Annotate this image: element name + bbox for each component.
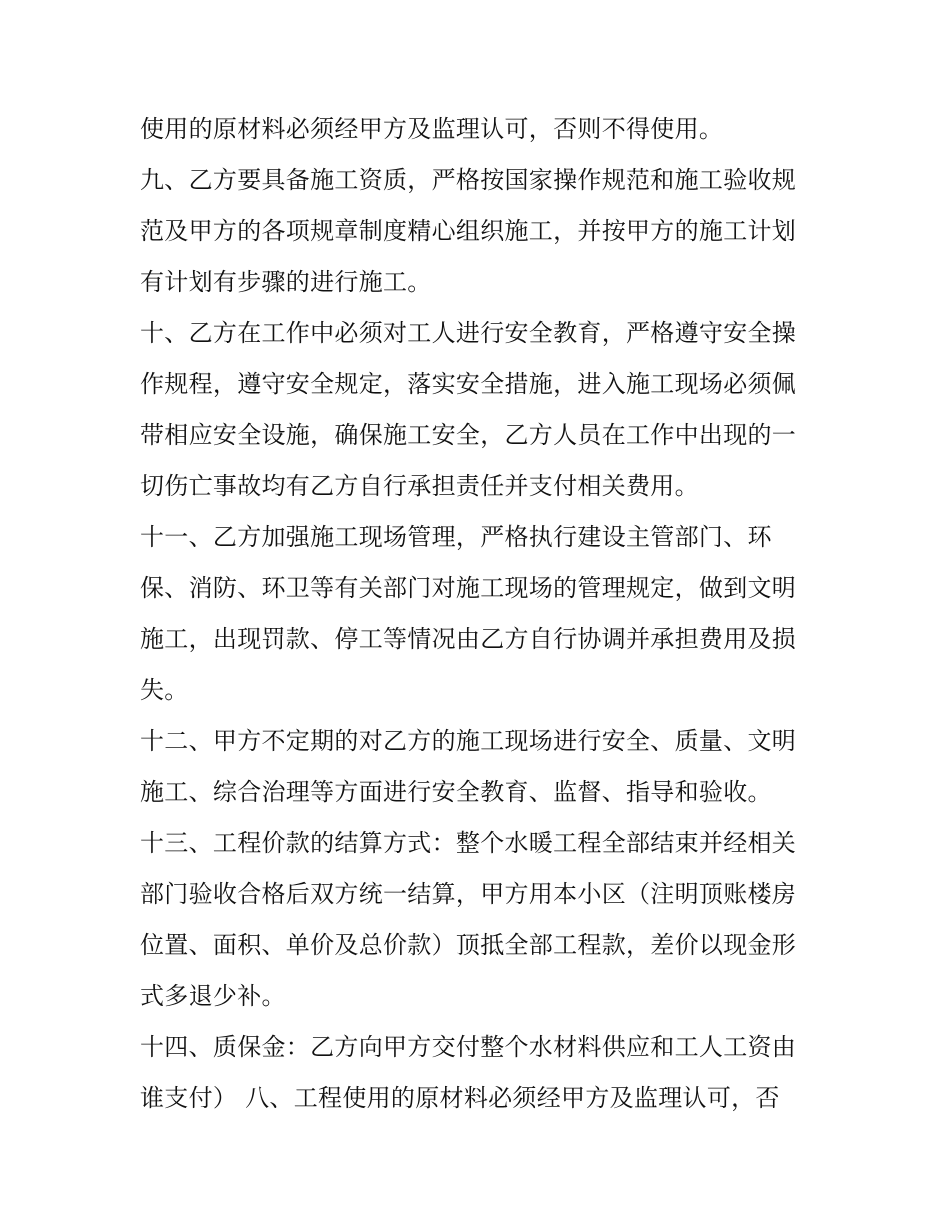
text-line: 十三、工程价款的结算方式：整个水暖工程全部结束并经相关 xyxy=(140,829,797,857)
text-line: 带相应安全设施，确保施工安全，乙方人员在工作中出现的一 xyxy=(140,421,797,449)
text-line: 式多退少补。 xyxy=(140,982,286,1010)
text-line: 失。 xyxy=(140,676,189,704)
text-line: 作规程，遵守安全规定，落实安全措施，进入施工现场必须佩 xyxy=(140,370,797,398)
text-line: 十二、甲方不定期的对乙方的施工现场进行安全、质量、文明 xyxy=(140,727,797,755)
text-line: 切伤亡事故均有乙方自行承担责任并支付相关费用。 xyxy=(140,472,699,500)
text-line: 十、乙方在工作中必须对工人进行安全教育，严格遵守安全操 xyxy=(140,319,797,347)
text-line: 位置、面积、单价及总价款）顶抵全部工程款，差价以现金形 xyxy=(140,931,797,959)
text-line: 九、乙方要具备施工资质，严格按国家操作规范和施工验收规 xyxy=(140,166,797,194)
text-line: 部门验收合格后双方统一结算，甲方用本小区（注明顶账楼房 xyxy=(140,880,797,908)
text-line: 范及甲方的各项规章制度精心组织施工，并按甲方的施工计划 xyxy=(140,217,797,245)
text-line: 十四、质保金：乙方向甲方交付整个水材料供应和工人工资由 xyxy=(140,1033,797,1061)
contract-text xyxy=(140,104,820,1124)
text-line: 使用的原材料必须经甲方及监理认可，否则不得使用。 xyxy=(140,115,724,143)
text-line: 十一、乙方加强施工现场管理，严格执行建设主管部门、环 xyxy=(140,523,772,551)
text-line: 谁支付） 八、工程使用的原材料必须经甲方及监理认可，否 xyxy=(140,1084,780,1112)
text-line: 有计划有步骤的进行施工。 xyxy=(140,268,432,296)
text-line: 施工、综合治理等方面进行安全教育、监督、指导和验收。 xyxy=(140,778,772,806)
text-line: 施工，出现罚款、停工等情况由乙方自行协调并承担费用及损 xyxy=(140,625,797,653)
text-line: 保、消防、环卫等有关部门对施工现场的管理规定，做到文明 xyxy=(140,574,797,602)
